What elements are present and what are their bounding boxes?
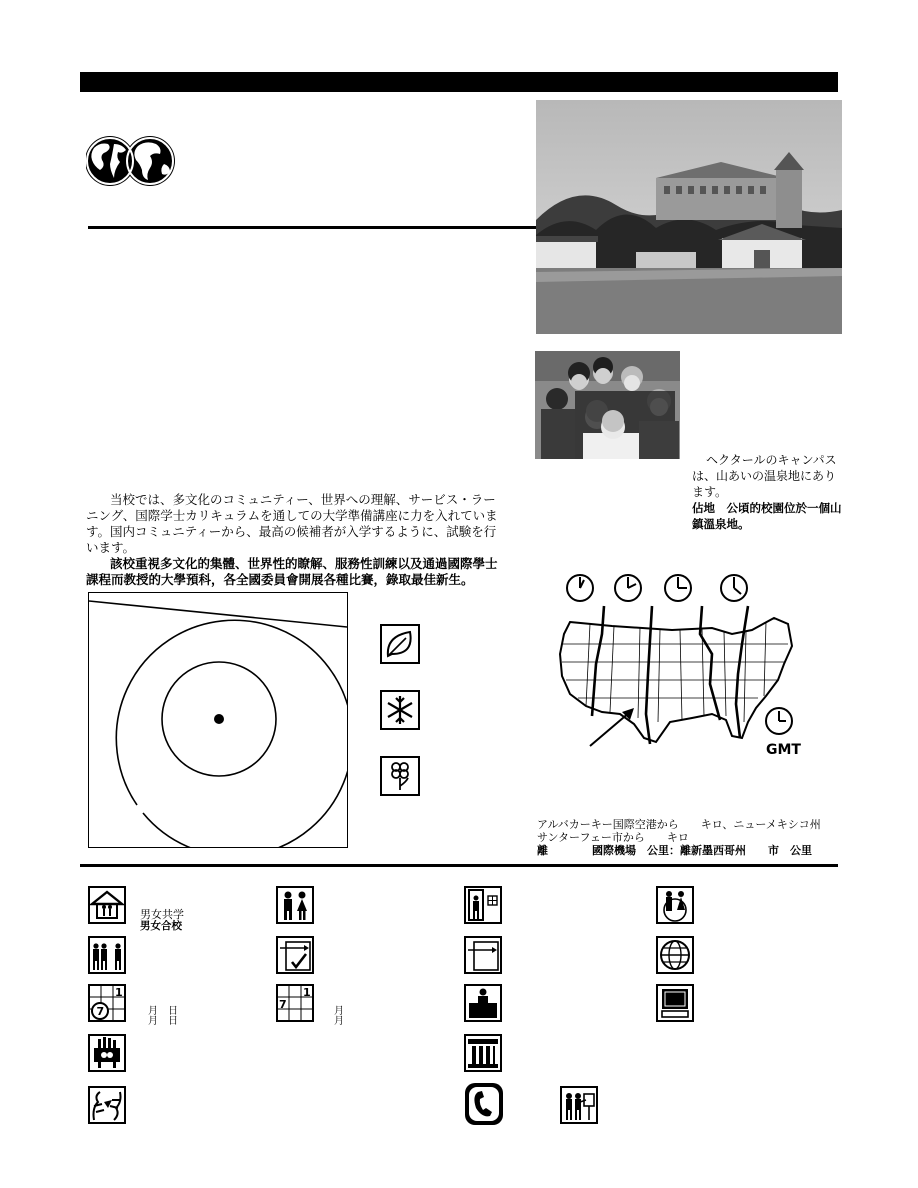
intro-zh: 該校重視多文化的集體、世界性的瞭解、服務性訓練以及通過國際學士課程而教授的大學預科，各全國委員會開展各種比賽，錄取最佳新生。 xyxy=(86,556,498,587)
location-diagram xyxy=(88,592,348,848)
date1-zh: 月 日 xyxy=(148,1016,178,1027)
photo-caption-jp: ヘクタールのキャンパスは、山あいの温泉地にあります。 xyxy=(692,453,837,499)
title-rule xyxy=(88,226,538,229)
photo-caption xyxy=(692,452,842,532)
map-caption-jp-2: サンターフェー市から キロ xyxy=(537,831,689,844)
languages-icon xyxy=(88,1086,126,1124)
coed-label-zh: 男女合校 xyxy=(140,920,182,932)
date1-jp: 月 日 xyxy=(148,1006,178,1017)
map-caption-zh: 離 國際機場 公里：離新墨西哥州 市 公里 xyxy=(537,844,812,857)
admission-requirements-icon xyxy=(276,936,314,974)
campus-photo xyxy=(536,100,842,334)
teacher-desk-icon xyxy=(464,984,502,1022)
header-bar xyxy=(80,72,838,92)
calendar-clock-icon xyxy=(88,984,126,1022)
date2-jp: 月 xyxy=(334,1006,344,1017)
date2-zh: 月 xyxy=(334,1016,344,1027)
faculty-student-ratio-icon xyxy=(88,936,126,974)
intro-text xyxy=(86,492,504,588)
leaf-icon xyxy=(380,624,420,664)
location-dot xyxy=(214,714,224,724)
student-activities-icon xyxy=(88,1034,126,1072)
facts-rule xyxy=(80,864,838,867)
flower-icon xyxy=(380,756,420,796)
computer-icon xyxy=(656,984,694,1022)
gmt-clock-icon xyxy=(764,706,794,736)
application-deadline-icon xyxy=(464,936,502,974)
telephone-icon xyxy=(464,1082,504,1126)
boys-girls-icon xyxy=(276,886,314,924)
coed-label-jp: 男女共学 xyxy=(140,908,184,921)
intro-jp: 当校では、多文化のコミュニティー、世界への理解、サービス・ラーニング、国際学士カリキュラムを通しての大学準備講座に力を入れています。国内コミュニティーから、最高の候補者が入学するように、試験を行います。 xyxy=(86,492,498,555)
svg-text:7: 7 xyxy=(96,1005,105,1018)
map-caption-jp-1: アルバカーキー国際空港から キロ、ニューメキシコ州 xyxy=(537,818,821,831)
globe-icon xyxy=(656,936,694,974)
international-students-icon xyxy=(656,886,694,924)
gmt-label: GMT xyxy=(766,742,801,758)
twin-globes-icon xyxy=(86,134,180,188)
contact-person-icon xyxy=(560,1086,598,1124)
map-caption xyxy=(537,818,837,857)
photo-caption-zh: 佔地 公頃的校園位於一個山鎮溫泉地。 xyxy=(692,501,842,531)
snowflake-icon xyxy=(380,690,420,730)
timezone-clocks xyxy=(564,572,764,606)
svg-text:7: 7 xyxy=(279,998,287,1011)
coed-school-icon xyxy=(88,886,126,924)
svg-text:1: 1 xyxy=(303,986,311,999)
accreditation-icon xyxy=(464,1034,502,1072)
calendar-icon xyxy=(276,984,314,1022)
svg-text:1: 1 xyxy=(115,986,123,999)
dormitory-icon xyxy=(464,886,502,924)
students-photo xyxy=(535,351,680,459)
